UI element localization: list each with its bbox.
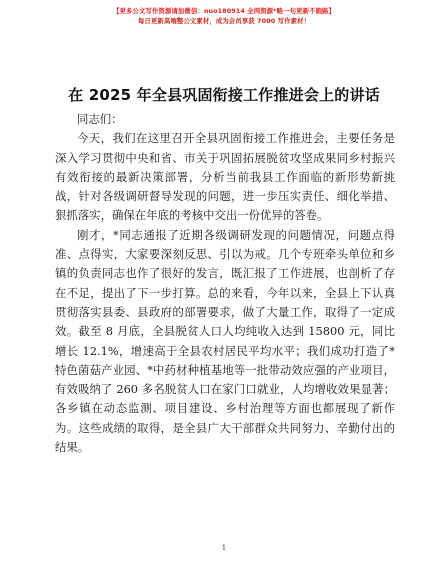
greeting: 同志们： xyxy=(77,112,123,126)
document-body xyxy=(55,110,395,457)
page-number: 1 xyxy=(221,544,227,552)
promo-line-2: 每日更新高端整公文素材，成为会员享获 7000 写作素材！ xyxy=(137,17,311,25)
paragraph-1: 今天，我们在这里召开全县巩固衔接工作推进会，主要任务是深入学习贯彻中央和省、市关于巩固拓展脱贫攻坚成果同乡村振兴有效衔接的最新决策部署，分析当前我县工作面临的新形势新挑战，针对各级调研督导发现的问题，进一步压实责任、细化举措、狠抓落实，确保在年底的考核中交出一份优异的答卷。 xyxy=(55,131,395,223)
document-title: 在 2025 年全县巩固衔接工作推进会上的讲话 xyxy=(68,86,380,104)
promo-line-1: 【更多公文写作资源请加微信：nuo180914 全网资源*略一句更新不跑路】 xyxy=(112,7,336,15)
paragraph-2: 刚才，*同志通报了近期各级调研发现的问题情况，问题点得准、点得实，大家要深刻反思、引以为戒。几个专班牵头单位和乡镇的负责同志也作了很好的发言，既汇报了工作进展，也剖析了存在不足，提出了下一步打算。总的来看，今年以来，全县上下认真贯彻落实县委、县政府的部署要求，做了大量工作，取得了一定成效。截至 8 月底，全县脱贫人口人均纯收入达到 15800 元，同比增长 12.1%，增速高于全县农村居民平均水平；我们成功打造了*特色菌菇产业园、*中药材种植基地等一批带动效应强的产业项目，有效吸纳了 260 多名脱贫人口在家门口就业，人均增收效果显著；各乡镇在动态监测、项目建设、乡村治理等方面也都展现了新作为。这些成绩的取得，是全县广大干部群众共同努力、辛勤付出的结果。 xyxy=(55,227,395,455)
promo-header xyxy=(0,6,448,26)
